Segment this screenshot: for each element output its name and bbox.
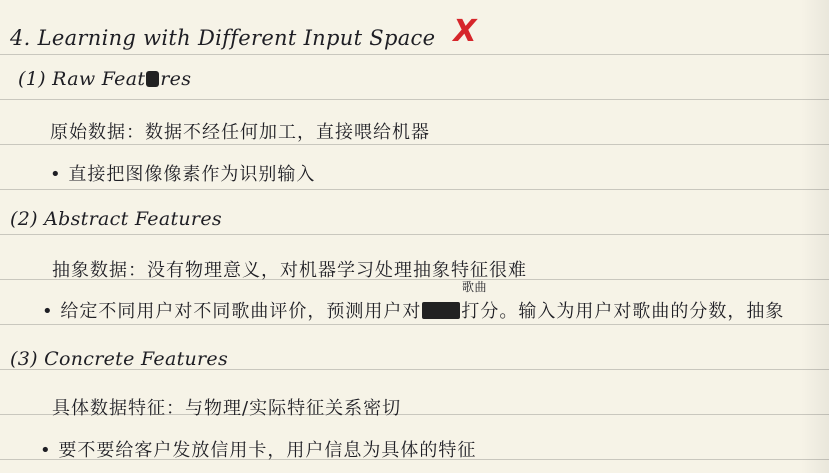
section-1-bullet: • 直接把图像像素作为识别输入	[50, 164, 316, 185]
section-1-definition: 原始数据：数据不经任何加工，直接喂给机器	[50, 122, 430, 143]
page-heading	[10, 14, 477, 53]
bullet-dot: •	[40, 440, 52, 461]
bullet-dot: •	[42, 301, 54, 322]
section-2-bullet: • 给定不同用户对不同歌曲评价，预测用户对 打分。输入为用户对歌曲的分数，抽象	[42, 301, 785, 322]
insertion-note: 歌曲	[462, 280, 488, 294]
heading-title: 4. Learning with Different Input Space	[10, 26, 436, 50]
red-x-mark: X	[453, 14, 477, 49]
ink-blot	[146, 71, 159, 87]
page-edge-shadow	[801, 0, 829, 473]
ink-blot	[422, 302, 460, 319]
section-2-definition: 抽象数据：没有物理意义，对机器学习处理抽象特征很难	[52, 260, 527, 281]
bullet-dot: •	[50, 164, 62, 185]
section-3-title: (3) Concrete Features	[10, 348, 229, 370]
section-3-bullet: • 要不要给客户发放信用卡，用户信息为具体的特征	[40, 440, 477, 461]
section-1-title: (1) Raw Feat res	[18, 68, 192, 90]
section-3-definition: 具体数据特征：与物理/实际特征关系密切	[52, 398, 402, 419]
section-2-title: (2) Abstract Features	[10, 208, 222, 230]
